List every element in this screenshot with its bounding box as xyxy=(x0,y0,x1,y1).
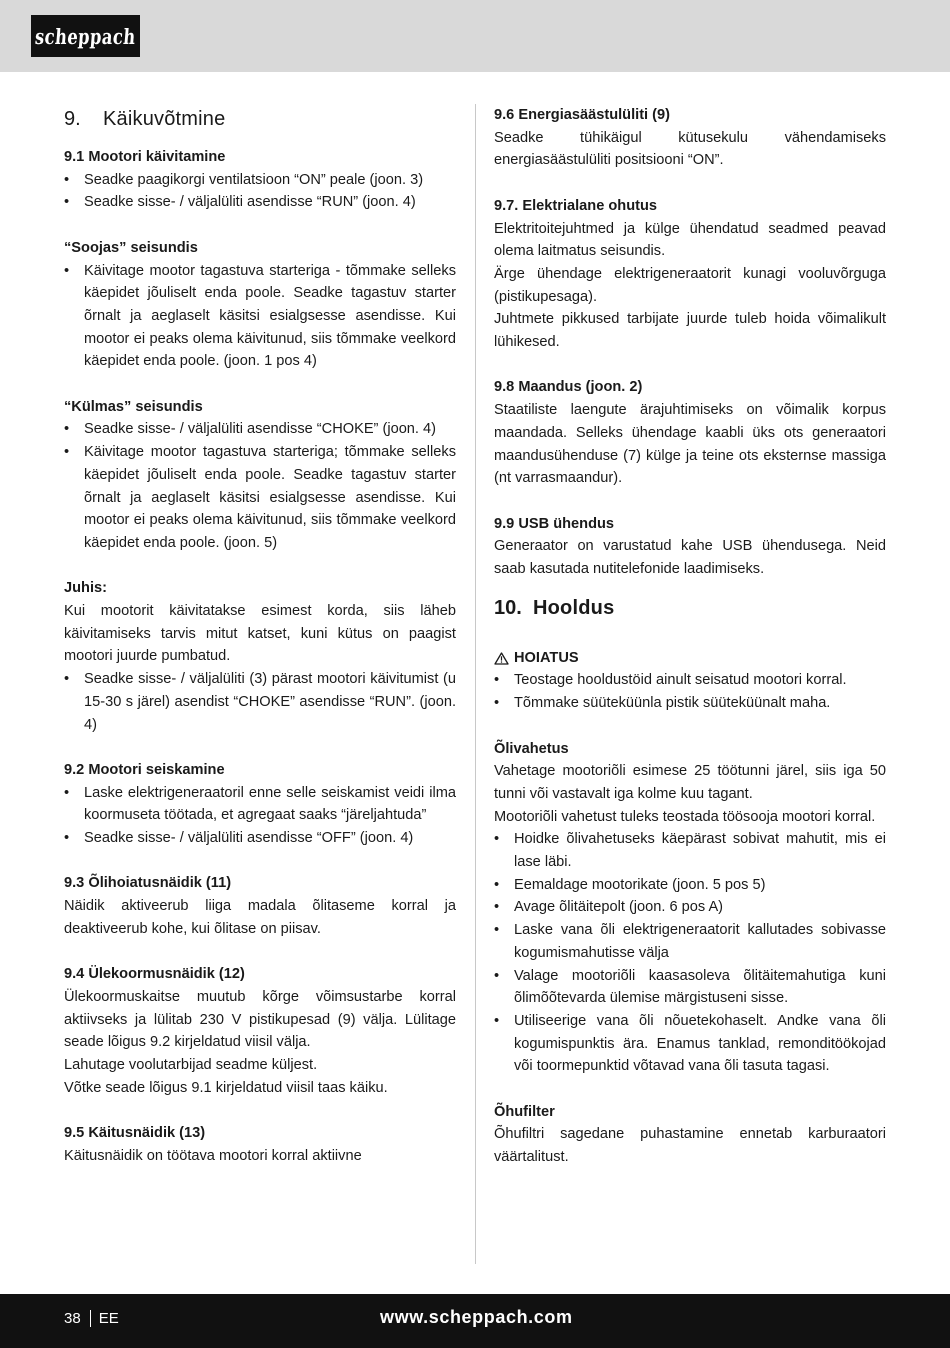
subheading-9-3: 9.3 Õlihoiatusnäidik (11) xyxy=(64,875,232,892)
page-footer xyxy=(0,1294,950,1348)
section-heading-10: 10. Hooldus xyxy=(494,596,615,619)
subheading-9-1: 9.1 Mootori käivitamine xyxy=(64,149,226,165)
paragraph: Näidik aktiveerub liiga madala õlitaseme korral ja deaktiveerub kohe, kui õlitase on piisav. xyxy=(64,898,456,937)
subheading-cold: “Külmas” seisundis xyxy=(64,398,203,415)
brand-logo-text: scheppach xyxy=(34,23,137,49)
list-item: • Seadke sisse- / väljalüliti asendisse “OFF” (joon. 4) xyxy=(64,827,456,850)
list-item: • Eemaldage mootorikate (joon. 5 pos 5) xyxy=(494,874,886,897)
paragraph: Võtke seade lõigus 9.1 kirjeldatud viisil taas käiku. xyxy=(64,1079,388,1096)
paragraph: Õhufiltri sagedane puhastamine ennetab karburaatori väärtalitust. xyxy=(494,1126,886,1166)
page-header xyxy=(0,0,950,72)
subheading-9-6: 9.6 Energiasäästulüliti (9) xyxy=(494,107,670,123)
list-item: • Seadke sisse- / väljalüliti asendisse “CHOKE” (joon. 4) xyxy=(64,418,456,441)
list-item: • Laske vana õli elektrigeneraatorit kallutades sobivasse kogumismahutisse välja xyxy=(494,919,886,964)
list-item: • Seadke paagikorgi ventilatsioon “ON” peale (joon. 3) xyxy=(64,169,456,192)
subheading-9-5: 9.5 Käitusnäidik (13) xyxy=(64,1125,206,1142)
brand-logo xyxy=(31,15,140,57)
page-number: 38 xyxy=(64,1310,81,1327)
paragraph: Lahutage voolutarbijad seadme küljest. xyxy=(64,1057,318,1074)
subheading-air-filter: Õhufilter xyxy=(494,1103,555,1120)
list-item: • Käivitage mootor tagastuva starteriga - tõmmake selleks käepidet jõuliselt enda poole. Seadke tagastuv starter õrnalt ja aeglaselt käsitsi esialgsesse asendisse. Kui mootor ei peaks olema käivitunud, siis tõmmake veelkord käepidet enda poole. (joon. 1 pos 4) xyxy=(64,260,456,374)
paragraph: Generaator on varustatud kahe USB ühendusega. Neid saab kasutada nutitelefonide laadimiseks. xyxy=(494,538,886,578)
list-item: • Valage mootoriõli kaasasoleva õlitäitemahutiga kuni õlimõõtevarda ülemise märgistuseni sisse. xyxy=(494,965,886,1010)
list-item: • Avage õlitäitepolt (joon. 6 pos A) xyxy=(494,896,886,919)
paragraph: Vahetage mootoriõli esimese 25 töötunni järel, siis iga 50 tunni või vastavalt iga kolme kuu tagant. xyxy=(494,763,886,802)
website-link[interactable]: www.scheppach.com xyxy=(380,1307,573,1327)
list-item: • Laske elektrigeneraatoril enne selle seiskamist veidi ilma koormuseta töötada, et agregaat saaks “järeljahtuda” xyxy=(64,782,456,827)
warning-label: HOIATUS xyxy=(514,649,579,666)
subheading-9-9: 9.9 USB ühendus xyxy=(494,515,615,532)
list-item: • Seadke sisse- / väljalüliti asendisse “RUN” (joon. 4) xyxy=(64,191,456,214)
note-text: Kui mootorit käivitatakse esimest korda, siis läheb käivitamiseks tarvis mitut katset, kuni kütus on paagist mootori juurde pumbatud. xyxy=(64,603,456,665)
paragraph: Ärge ühendage elektrigeneraatorit kunagi vooluvõrguga (pistikupesaga). xyxy=(494,265,886,305)
warning-title xyxy=(494,647,886,670)
warning-triangle-icon xyxy=(494,652,509,665)
note-title: Juhis: xyxy=(64,580,107,597)
subheading-warm: “Soojas” seisundis xyxy=(64,239,198,256)
left-column xyxy=(64,104,456,1168)
paragraph: Staatiliste laengute ärajuhtimiseks on võimalik korpus maandada. Selleks ühendage kaabli üks ots generaatori maandusühenduse (7) külge ja teine ots eksternse massiga (nt varrasmaandur). xyxy=(494,402,886,487)
right-column xyxy=(494,104,886,1169)
paragraph: Elektritoitejuhtmed ja külge ühendatud seadmed peavad olema laitmatus seisundis. xyxy=(494,220,886,260)
paragraph: Mootoriõli vahetust tuleks teostada töösooja mootori korral. xyxy=(494,808,876,825)
subheading-9-8: 9.8 Maandus (joon. 2) xyxy=(494,379,643,396)
paragraph: Juhtmete pikkused tarbijate juurde tuleb hoida võimalikult lühikesed. xyxy=(494,311,886,351)
list-item: • Käivitage mootor tagastuva starteriga; tõmmake selleks käepidet jõuliselt enda poole. Seadke tagastuv starter õrnalt ja aeglaselt käsitsi esialgsesse asendisse. Kui mootor ei peaks olema käivitunud, siis tõmmake veelkord käepidet enda poole. (joon. 5) xyxy=(64,441,456,555)
subheading-9-4: 9.4 Ülekoormusnäidik (12) xyxy=(64,966,245,983)
language-code: EE xyxy=(98,1310,119,1327)
subheading-oil-change: Õlivahetus xyxy=(494,740,569,757)
list-item: • Tõmmake süüteküünla pistik süüteküünalt maha. xyxy=(494,692,886,715)
list-item: • Utiliseerige vana õli nõuetekohaselt. Andke vana õli kogumispunktis ära. Enamus tanklad, remonditöökojad või toormepunktid võtavad vana õli tasuta tagasi. xyxy=(494,1010,886,1078)
column-divider xyxy=(475,104,476,1264)
subheading-9-2: 9.2 Mootori seiskamine xyxy=(64,761,225,778)
paragraph: Seadke tühikäigul kütusekulu vähendamiseks energiasäästulüliti positsiooni “ON”. xyxy=(494,129,886,169)
page-indicator xyxy=(64,1310,119,1327)
paragraph: Ülekoormuskaitse muutub kõrge võimsustarbe korral aktiivseks ja lülitab 230 V pistikupesad (9) välja. Lülitage seade lõigus 9.2 kirjeldatud viisil välja. xyxy=(64,988,456,1051)
list-item: • Seadke sisse- / väljalüliti (3) pärast mootori käivitumist (u 15-30 s järel) asendist “CHOKE” asendisse “RUN”. (joon. 4) xyxy=(64,668,456,736)
subheading-9-7: 9.7. Elektrialane ohutus xyxy=(494,197,658,214)
section-heading-9: 9. Käikuvõtmine xyxy=(64,108,226,130)
list-item: • Teostage hooldustöid ainult seisatud mootori korral. xyxy=(494,669,886,692)
list-item: • Hoidke õlivahetuseks käepärast sobivat mahutit, mis ei lase läbi. xyxy=(494,828,886,873)
footer-separator xyxy=(90,1310,91,1327)
paragraph: Käitusnäidik on töötava mootori korral aktiivne xyxy=(64,1147,362,1164)
